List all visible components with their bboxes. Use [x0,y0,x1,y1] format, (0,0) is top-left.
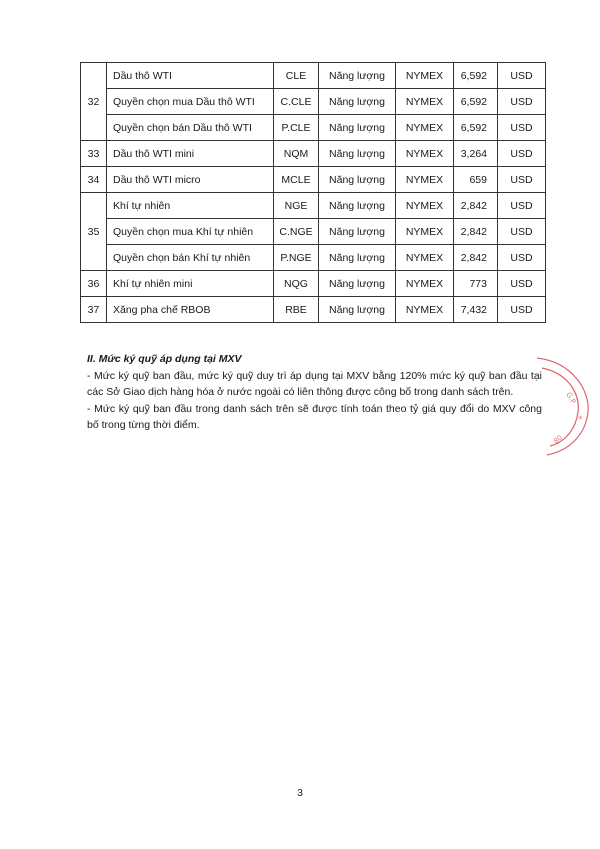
table-row [81,193,546,219]
svg-text:*: * [578,415,583,425]
product-group: Năng lượng [319,89,396,115]
product-name: Quyền chọn bán Khí tự nhiên [107,245,274,271]
exchange: NYMEX [396,167,454,193]
exchange: NYMEX [396,115,454,141]
table-row [81,115,546,141]
row-number: 37 [81,297,107,323]
table-row [81,245,546,271]
product-name: Khí tự nhiên mini [107,271,274,297]
row-number: 35 [81,193,107,271]
product-name: Dầu thô WTI micro [107,167,274,193]
product-code: NQG [274,271,319,297]
product-group: Năng lượng [319,219,396,245]
paragraph: - Mức ký quỹ ban đầu trong danh sách trên sẽ được tính toán theo tỷ giá quy đổi do MXV công bố trong từng thời điểm. [87,402,542,431]
product-name: Quyền chọn mua Dầu thô WTI [107,89,274,115]
row-number: 32 [81,63,107,141]
product-group: Năng lượng [319,63,396,89]
currency: USD [498,297,546,323]
exchange: NYMEX [396,141,454,167]
exchange: NYMEX [396,89,454,115]
product-code: P.CLE [274,115,319,141]
table-row [81,63,546,89]
product-code: NGE [274,193,319,219]
exchange: NYMEX [396,193,454,219]
svg-text:80: 80 [552,433,565,446]
product-code: C.CLE [274,89,319,115]
table-row [81,167,546,193]
margin-value: 6,592 [454,63,498,89]
product-name: Khí tự nhiên [107,193,274,219]
page-number: 3 [297,787,303,799]
exchange: NYMEX [396,245,454,271]
seal-stamp-icon [532,350,592,460]
product-code: CLE [274,63,319,89]
margin-value: 2,842 [454,193,498,219]
product-group: Năng lượng [319,297,396,323]
product-code: P.NGE [274,245,319,271]
margin-value: 2,842 [454,219,498,245]
paragraph: - Mức ký quỹ ban đầu, mức ký quỹ duy trì áp dụng tại MXV bằng 120% mức ký quỹ ban đầu tại các Sở Giao dịch hàng hóa ở nước ngoài có liên thông được công bố trong danh sách trên. [87,369,542,398]
table-row [81,141,546,167]
product-group: Năng lượng [319,271,396,297]
currency: USD [498,141,546,167]
currency: USD [498,245,546,271]
exchange: NYMEX [396,219,454,245]
product-name: Dầu thô WTI [107,63,274,89]
currency: USD [498,193,546,219]
currency: USD [498,89,546,115]
exchange: NYMEX [396,297,454,323]
margin-section [87,351,542,434]
currency: USD [498,219,546,245]
margin-value: 2,842 [454,245,498,271]
product-group: Năng lượng [319,245,396,271]
product-group: Năng lượng [319,193,396,219]
product-group: Năng lượng [319,141,396,167]
product-name: Xăng pha chế RBOB [107,297,274,323]
product-code: NQM [274,141,319,167]
margin-value: 6,592 [454,89,498,115]
row-number: 34 [81,167,107,193]
margin-value: 659 [454,167,498,193]
table-row [81,89,546,115]
currency: USD [498,63,546,89]
currency: USD [498,167,546,193]
table-row [81,297,546,323]
product-group: Năng lượng [319,167,396,193]
product-name: Dầu thô WTI mini [107,141,274,167]
table-row [81,219,546,245]
margin-value: 3,264 [454,141,498,167]
section-heading: II. Mức ký quỹ áp dụng tại MXV [87,353,242,365]
margin-value: 7,432 [454,297,498,323]
product-code: C.NGE [274,219,319,245]
exchange: NYMEX [396,271,454,297]
row-number: 33 [81,141,107,167]
product-code: MCLE [274,167,319,193]
product-code: RBE [274,297,319,323]
product-name: Quyền chọn mua Khí tự nhiên [107,219,274,245]
margin-value: 6,592 [454,115,498,141]
table-row [81,271,546,297]
currency: USD [498,115,546,141]
exchange: NYMEX [396,63,454,89]
margin-table [80,62,546,323]
product-name: Quyền chọn bán Dầu thô WTI [107,115,274,141]
currency: USD [498,271,546,297]
svg-text:G.P: G.P [564,391,578,406]
product-group: Năng lượng [319,115,396,141]
margin-value: 773 [454,271,498,297]
row-number: 36 [81,271,107,297]
